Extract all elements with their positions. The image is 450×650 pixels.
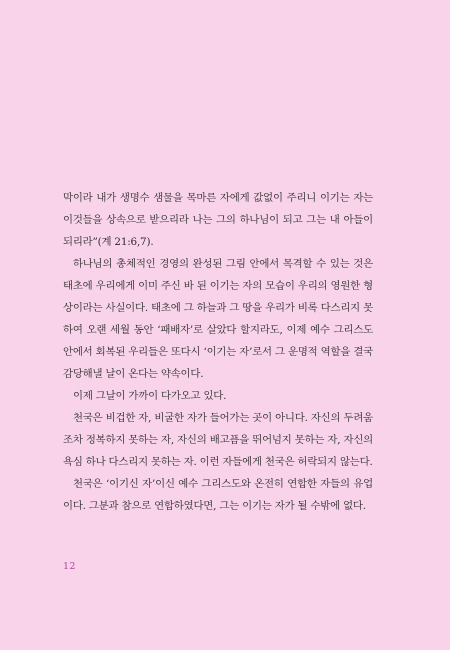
paragraph: 하나님의 총체적인 경영의 완성된 그림 안에서 목격할 수 있는 것은 태초에 우리에게 이미 주신 바 된 이기는 자의 모습이 우리의 영원한 형상이라는 사실이다. 태초에 그 하늘과 그 땅을 우리가 비록 다스리지 못하여 오랜 세월 동안 ‘패배자’로 살았다 할지라도, 이제 예수 그리스도 안에서 회복된 우리들은 또다시 ‘이기는 자’로서 그 운명적 역할을 결국 감당해낼 날이 온다는 약속이다. [63, 258, 373, 380]
page-number: 12 [63, 561, 76, 572]
paragraph: 천국은 ‘이기신 자’이신 예수 그리스도와 온전히 연합한 자들의 유업이다. 그분과 참으로 연합하였다면, 그는 이기는 자가 될 수밖에 없다. [63, 478, 373, 512]
paragraph: 천국은 비겁한 자, 비굴한 자가 들어가는 곳이 아니다. 자신의 두려움조차 정복하지 못하는 자, 자신의 배고픔을 뛰어넘지 못하는 자, 자신의 욕심 하나 다스리지 못하는 자. 이런 자들에게 천국은 허락되지 않는다. [63, 412, 373, 468]
paragraph-continuation: 막이라 내가 생명수 샘물을 목마른 자에게 값없이 주리니 이기는 자는 이것들을 상속으로 받으리라 나는 그의 하나님이 되고 그는 내 아들이 되리라”(계 21:6,7). [63, 192, 373, 248]
paragraph: 이제 그날이 가까이 다가오고 있다. [73, 390, 227, 402]
body-text [63, 187, 373, 517]
